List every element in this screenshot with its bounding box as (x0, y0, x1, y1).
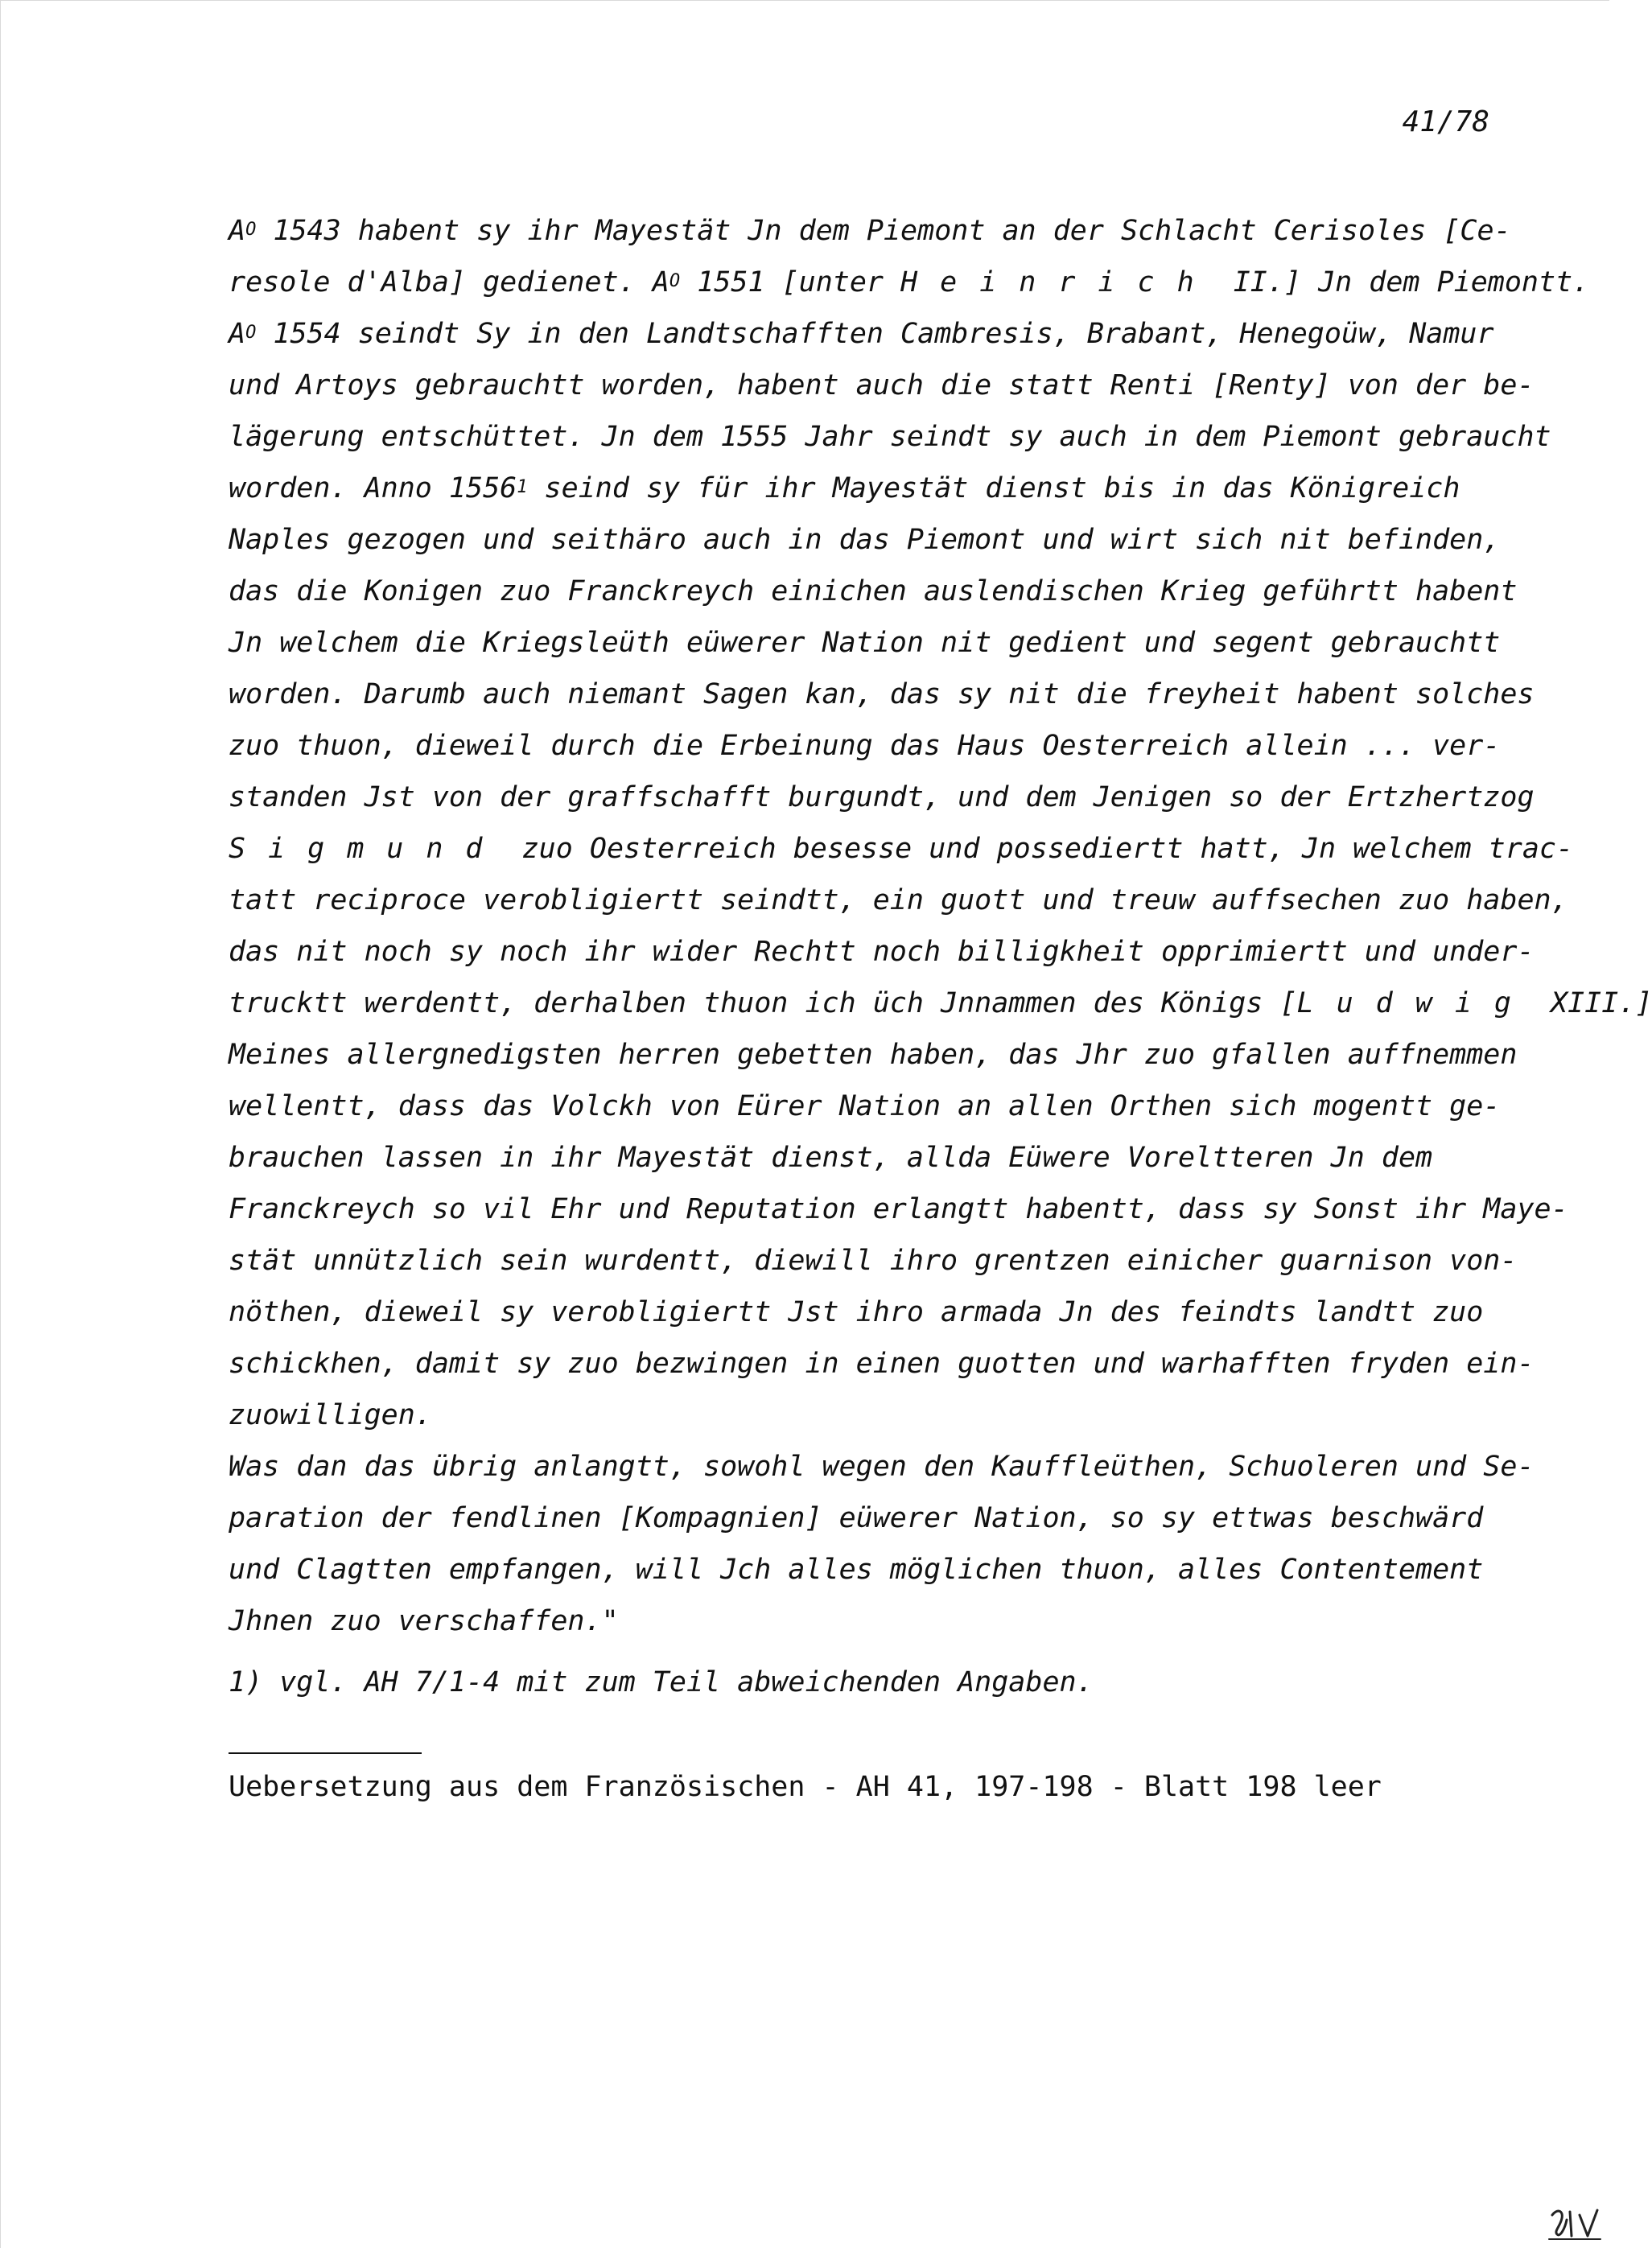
text-line: Franckreych so vil Ehr und Reputation erlangtt habentt, dass sy Sonst ihr Maye- (229, 1193, 1568, 1225)
text-line: $A^O$ 1554 seindt Sy in den Landtschafften Cambresis, Brabant, Henegoüw, Namur (229, 318, 1494, 350)
text-line: wellentt, dass das Volckh von Eürer Nation an allen Orthen sich mogentt ge- (229, 1090, 1501, 1122)
footnote-ref: 1 (517, 477, 528, 497)
text-line: Jhnen zuo verschaffen." (229, 1605, 619, 1637)
text-line: zuo thuon, dieweil durch die Erbeinung das Haus Oesterreich allein ... ver- (229, 730, 1501, 762)
spaced-name: Sigmund (229, 833, 505, 865)
text-line: Naples gezogen und seithäro auch in das Piemont und wirt sich nit befinden, (229, 524, 1501, 556)
text-line: lägerung entschüttet. Jn dem 1555 Jahr seindt sy auch in dem Piemont gebraucht (229, 421, 1551, 453)
text-line: nöthen, dieweil sy verobligiertt Jst ihro armada Jn des feindts landtt zuo (229, 1296, 1484, 1328)
footnote: 1) vgl. AH 7/1-4 mit zum Teil abweichenden Angaben. (229, 1666, 1094, 1698)
spaced-name: Heinrich (900, 266, 1217, 298)
text-line: und Clagtten empfangen, will Jch alles möglichen thuon, alles Contentement (229, 1554, 1484, 1586)
text-line: das nit noch sy noch ihr wider Rechtt noch billigkheit opprimiertt und under- (229, 936, 1535, 968)
text-line: Was dan das übrig anlangtt, sowohl wegen den Kauffleüthen, Schuoleren und Se- (229, 1451, 1535, 1483)
text-line: standen Jst von der graffschafft burgundt, und dem Jenigen so der Ertzhertzog (229, 781, 1535, 813)
source-divider (229, 1752, 422, 1754)
text-line: resole d'Alba] gedienet. $A^O$ 1551 [unter Heinrich II.] Jn dem Piemontt. (229, 266, 1590, 298)
text-line: trucktt werdentt, derhalben thuon ich üch Jnnammen des Königs [Ludwig XIII.] (229, 987, 1652, 1019)
text-line: tatt reciproce verobligiertt seindtt, ein guott und treuw auffsechen zuo haben, (229, 884, 1568, 916)
text-line: zuowilligen. (229, 1399, 432, 1431)
text-line: Meines allergnedigsten herren gebetten haben, das Jhr zuo gfallen auffnemmen (229, 1039, 1518, 1071)
page-number: 41/78 (1402, 105, 1489, 138)
text-line: Sigmund zuo Oesterreich besesse und possediertt hatt, Jn welchem trac- (229, 833, 1574, 865)
handwritten-mark-icon (1547, 2204, 1604, 2242)
text-line: worden. Darumb auch niemant Sagen kan, das sy nit die freyheit habent solches (229, 678, 1535, 710)
text-line: worden. Anno 1556$^1$ seind sy für ihr Mayestät dienst bis in das Königreich (229, 472, 1460, 504)
source-note: Uebersetzung aus dem Französischen - AH 41, 197-198 - Blatt 198 leer (229, 1771, 1382, 1803)
text-line: stät unnützlich sein wurdentt, diewill ihro grentzen einicher guarnison von- (229, 1245, 1518, 1277)
letter-body (229, 205, 1652, 1647)
text-line: schickhen, damit sy zuo bezwingen in einen guotten und warhafften fryden ein- (229, 1348, 1535, 1380)
text-line: paration der fendlinen [Kompagnien] eüwerer Nation, so sy ettwas beschwärd (229, 1502, 1484, 1534)
spaced-name: Ludwig (1296, 987, 1534, 1019)
text-line: $A^O$ 1543 habent sy ihr Mayestät Jn dem Piemont an der Schlacht Cerisoles [Ce- (229, 215, 1511, 247)
text-line: brauchen lassen in ihr Mayestät dienst, allda Eüwere Voreltteren Jn dem (229, 1142, 1433, 1174)
text-line: das die Konigen zuo Franckreych einichen auslendischen Krieg geführtt habent (229, 575, 1518, 607)
text-line: und Artoys gebrauchtt worden, habent auch die statt Renti [Renty] von der be- (229, 369, 1535, 401)
text-line: Jn welchem die Kriegsleüth eüwerer Nation nit gedient und segent gebrauchtt (229, 627, 1501, 659)
